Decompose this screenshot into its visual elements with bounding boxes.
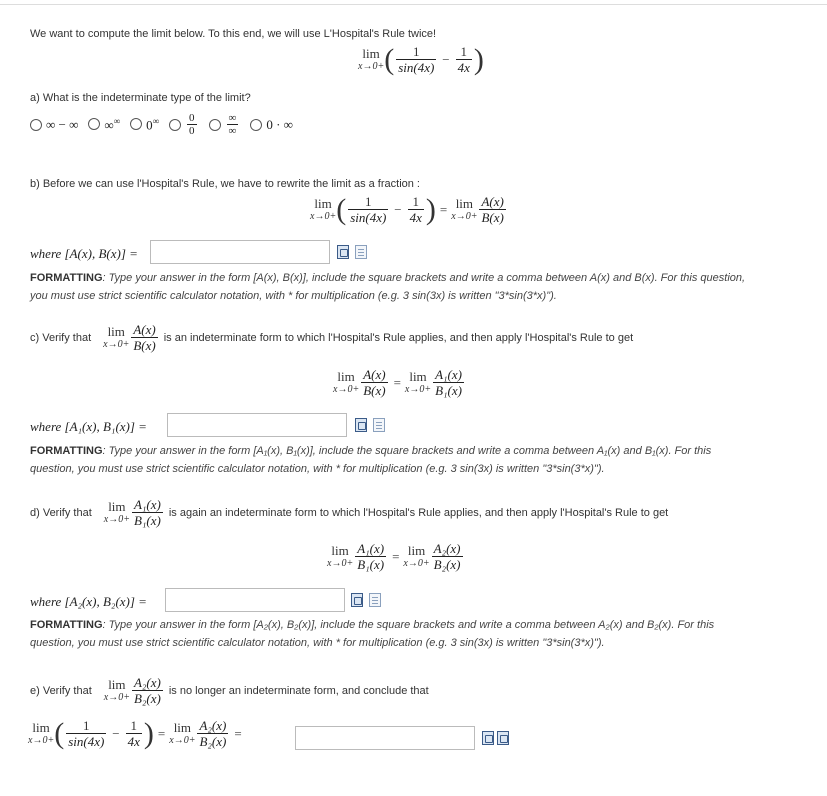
part-c-where-label: where [A₁(x), B₁(x)] =	[30, 419, 147, 434]
fraction-1: $\frac{1}{\sin(4x)}$	[398, 44, 435, 75]
main-limit	[358, 44, 484, 75]
radio-button[interactable]	[130, 118, 142, 130]
minus-sign: −	[442, 51, 450, 67]
part-d-formatting-1: FORMATTING: Type your answer in the form [A₂(x), B₂(x)], include the square brackets and write a comma between A₂(x) and B₂(x). For this	[30, 619, 715, 631]
part-b-formatting-2: you must use strict scientific calculator notation, with * for multiplication (e.g. 3 sin(3x) is written "3*sin(3*x)").	[30, 290, 557, 302]
part-b-answer-input[interactable]	[150, 240, 330, 264]
part-c-answer-input[interactable]	[167, 413, 347, 437]
equation-editor-icon[interactable]	[355, 418, 367, 432]
part-d-equation: lim x→0+ $\frac{\text{A₁(x)}}{\text{B₁(x)}}$ = lim x→0+ $\frac{\text{A₂(x)}}{\text{B₂(x)}}$	[327, 541, 461, 572]
preview-icon[interactable]	[373, 418, 385, 432]
part-e-answer-input[interactable]	[295, 726, 475, 750]
option-zero-times-inf[interactable]: 0 · ∞	[250, 117, 293, 133]
lim-operator: lim x→0+	[358, 46, 385, 72]
option-zero-pow-inf[interactable]: 0∞	[130, 116, 159, 133]
part-d-formatting-2: question, you must use strict scientific calculator notation, with * for multiplication (e.g. 3 sin(3x) is written "3*sin(3*x)").	[30, 637, 605, 649]
lim-operator: lim x→0+	[310, 196, 337, 222]
part-b-equation: lim x→0+ ( $\frac{1}{\sin(4x)}$ − $\frac{1}{4x}$ ) = lim x→0+ $\frac{A(x)}{B(x)}$	[310, 192, 504, 226]
radio-button[interactable]	[169, 119, 181, 131]
part-c-formatting-2: question, you must use strict scientific calculator notation, with * for multiplication (e.g. 3 sin(3x) is written "3*sin(3*x)").	[30, 463, 605, 475]
part-a-question: a) What is the indeterminate type of the limit?	[30, 92, 251, 104]
intro-text: We want to compute the limit below. To this end, we will use L'Hospital's Rule twice!	[30, 28, 437, 40]
part-e-equation: lim x→0+ ( $\frac{1}{\sin(4x)}$ − $\frac{1}{4x}$ ) = lim x→0+ $\frac{\text{A₂(x)}}{\text{B₂(x)}}$ =	[28, 716, 242, 750]
preview-icon[interactable]	[497, 731, 509, 745]
option-inf-minus-inf[interactable]: ∞ − ∞	[30, 117, 78, 133]
part-b-formatting-1: FORMATTING: Type your answer in the form [A(x), B(x)], include the square brackets and write a comma between A(x) and B(x). For this question,	[30, 272, 746, 284]
part-c-formatting-1: FORMATTING: Type your answer in the form [A₁(x), B₁(x)], include the square brackets and write a comma between A₁(x) and B₁(x). For this	[30, 445, 712, 457]
right-paren: )	[473, 42, 484, 76]
part-d-where-label: where [A₂(x), B₂(x)] =	[30, 594, 147, 609]
preview-icon[interactable]	[355, 245, 367, 259]
option-inf-over-inf[interactable]: $\frac{\infty}{\infty}$	[209, 112, 241, 137]
part-b-where-label: where [A(x), B(x)] =	[30, 246, 138, 261]
part-d-statement: d) Verify that lim x→0+ $\frac{\text{A₁(x)}}{\text{B₁(x)}}$ is again an indeterminate form to which l'Hospital's Rule applies, and then apply l'Hospital's Rule to get	[30, 497, 669, 528]
part-b-question: b) Before we can use l'Hospital's Rule, we have to rewrite the limit as a fraction :	[30, 178, 420, 190]
radio-button[interactable]	[30, 119, 42, 131]
equation-editor-icon[interactable]	[351, 593, 363, 607]
part-c-statement: c) Verify that lim x→0+ $\frac{A(x)}{B(x)}$ is an indeterminate form to which l'Hospital's Rule applies, and then apply l'Hospital's Rule to get	[30, 322, 634, 353]
part-d-answer-input[interactable]	[165, 588, 345, 612]
part-c-equation: lim x→0+ $\frac{A(x)}{B(x)}$ = lim x→0+ $\frac{\text{A₁(x)}}{\text{B₁(x)}}$	[333, 367, 462, 398]
left-paren: (	[384, 42, 395, 76]
fraction-2: $\frac{1}{4x}$	[457, 44, 470, 75]
preview-icon[interactable]	[369, 593, 381, 607]
option-inf-pow-inf[interactable]: ∞∞	[88, 116, 120, 133]
top-divider	[0, 4, 827, 5]
option-zero-over-zero[interactable]: $\frac{0}{0}$	[169, 112, 199, 137]
radio-button[interactable]	[250, 119, 262, 131]
equation-editor-icon[interactable]	[482, 731, 494, 745]
radio-button[interactable]	[209, 119, 221, 131]
radio-button[interactable]	[88, 118, 100, 130]
part-e-statement: e) Verify that lim x→0+ $\frac{\text{A₂(x)}}{\text{B₂(x)}}$ is no longer an indeterminate form, and conclude that	[30, 675, 429, 706]
part-a-options	[30, 112, 303, 137]
equation-editor-icon[interactable]	[337, 245, 349, 259]
